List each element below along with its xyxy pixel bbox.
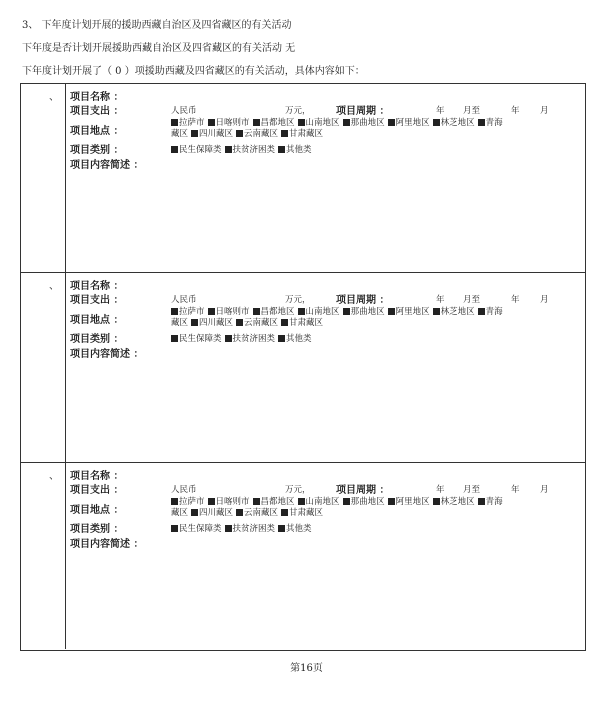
checkbox-icon <box>225 525 232 532</box>
project-location-label: 项目地点 ： <box>70 505 124 516</box>
location-option-label: 甘肃藏区 <box>289 508 324 518</box>
row-index-cell <box>21 463 66 649</box>
year-start-label: 年 <box>436 106 445 116</box>
currency-label: 人民币 <box>171 295 197 305</box>
category-option-label: 民生保障类 <box>179 524 222 534</box>
project-content-label: 项目内容简述 ： <box>70 539 144 550</box>
category-option-label: 其他类 <box>286 334 312 344</box>
checkbox-icon <box>433 498 440 505</box>
checkbox-icon <box>171 335 178 342</box>
location-option-label: 四川藏区 <box>199 318 234 328</box>
location-option-label: 藏区 <box>171 508 189 518</box>
location-option <box>191 129 233 139</box>
plan-count-line: 下年度计划开展了（ 0 ）项援助西藏及四省藏区的有关活动，具体内容如下： <box>22 66 365 77</box>
checkbox-icon <box>278 525 285 532</box>
project-row <box>21 84 585 272</box>
location-options-line2 <box>171 506 326 518</box>
location-option-label: 林芝地区 <box>440 307 475 317</box>
checkbox-icon <box>278 146 285 153</box>
checkbox-icon <box>298 308 305 315</box>
month-end-label: 月 <box>540 295 549 305</box>
project-name-label: 项目名称 ： <box>70 281 124 292</box>
category-options <box>171 522 315 534</box>
category-option-label: 其他类 <box>286 524 312 534</box>
section-heading: 3、 下年度计划开展的援助西藏自治区及四省藏区的有关活动 <box>22 20 292 31</box>
location-option-label: 云南藏区 <box>244 508 279 518</box>
plan-question-line: 下年度是否计划开展援助西藏自治区及四省藏区的有关活动 无 <box>22 43 296 54</box>
location-option <box>343 497 385 507</box>
checkbox-icon <box>253 119 260 126</box>
checkbox-icon <box>208 119 215 126</box>
year-start-label: 年 <box>436 485 445 495</box>
location-option-label: 阿里地区 <box>395 307 430 317</box>
checkbox-icon <box>171 146 178 153</box>
category-option <box>225 524 276 534</box>
location-option-label: 林芝地区 <box>440 497 475 507</box>
location-option-label: 拉萨市 <box>179 307 205 317</box>
location-option-label: 昌都地区 <box>260 118 295 128</box>
month-end-label: 月 <box>540 106 549 116</box>
checkbox-icon <box>298 119 305 126</box>
project-category-label: 项目类别 ： <box>70 524 124 535</box>
location-options-line2 <box>171 316 326 328</box>
checkbox-icon <box>388 119 395 126</box>
checkbox-icon <box>281 130 288 137</box>
year-end-label: 年 <box>511 295 520 305</box>
location-option <box>191 318 233 328</box>
category-option-label: 扶贫济困类 <box>232 145 276 155</box>
project-expense-label: 项目支出 ： <box>70 106 124 117</box>
period-label: 项目周期 ： <box>336 295 390 306</box>
category-option <box>278 524 312 534</box>
checkbox-icon <box>478 308 485 315</box>
row-index-mark: 、 <box>49 471 59 482</box>
checkbox-icon <box>171 525 178 532</box>
project-content-label: 项目内容简述 ： <box>70 349 144 360</box>
location-option <box>388 307 430 317</box>
location-option <box>171 508 188 518</box>
location-option-label: 藏区 <box>171 318 189 328</box>
checkbox-icon <box>343 498 350 505</box>
location-option <box>343 118 385 128</box>
project-category-label: 项目类别 ： <box>70 334 124 345</box>
category-options <box>171 143 315 155</box>
project-row <box>21 462 585 649</box>
checkbox-icon <box>191 130 198 137</box>
category-option <box>171 524 222 534</box>
checkbox-icon <box>225 335 232 342</box>
category-option-label: 其他类 <box>286 145 312 155</box>
location-option-label: 昌都地区 <box>260 497 295 507</box>
project-table <box>20 83 586 651</box>
category-option <box>171 145 222 155</box>
checkbox-icon <box>388 308 395 315</box>
location-option-label: 那曲地区 <box>350 497 385 507</box>
checkbox-icon <box>343 119 350 126</box>
project-name-label: 项目名称 ： <box>70 92 124 103</box>
category-option <box>278 334 312 344</box>
checkbox-icon <box>278 335 285 342</box>
checkbox-icon <box>388 498 395 505</box>
checkbox-icon <box>281 319 288 326</box>
location-option-label: 拉萨市 <box>179 497 205 507</box>
location-option-label: 四川藏区 <box>199 129 234 139</box>
location-option <box>281 318 323 328</box>
year-start-label: 年 <box>436 295 445 305</box>
location-options-line2 <box>171 127 326 139</box>
location-option-label: 云南藏区 <box>244 129 279 139</box>
category-option <box>278 145 312 155</box>
category-option <box>171 334 222 344</box>
location-option <box>281 508 323 518</box>
location-option-label: 青海 <box>485 497 503 507</box>
checkbox-icon <box>478 498 485 505</box>
project-expense-label: 项目支出 ： <box>70 295 124 306</box>
row-index-mark: 、 <box>49 92 59 103</box>
category-option-label: 扶贫济困类 <box>232 524 276 534</box>
location-option-label: 山南地区 <box>305 497 340 507</box>
category-option <box>225 334 276 344</box>
category-options <box>171 332 315 344</box>
location-option-label: 日喀则市 <box>215 307 250 317</box>
project-content-label: 项目内容简述 ： <box>70 160 144 171</box>
unit-label: 万元， <box>285 106 311 116</box>
row-index-mark: 、 <box>49 281 59 292</box>
location-option <box>433 118 475 128</box>
location-option <box>433 307 475 317</box>
project-location-label: 项目地点 ： <box>70 126 124 137</box>
checkbox-icon <box>478 119 485 126</box>
year-end-label: 年 <box>511 106 520 116</box>
checkbox-icon <box>253 308 260 315</box>
currency-label: 人民币 <box>171 106 197 116</box>
location-option-label: 四川藏区 <box>199 508 234 518</box>
month-end-label: 月 <box>540 485 549 495</box>
currency-label: 人民币 <box>171 485 197 495</box>
location-option <box>478 118 503 128</box>
location-option-label: 藏区 <box>171 129 189 139</box>
project-location-label: 项目地点 ： <box>70 315 124 326</box>
checkbox-icon <box>433 119 440 126</box>
checkbox-icon <box>208 498 215 505</box>
checkbox-icon <box>343 308 350 315</box>
project-name-label: 项目名称 ： <box>70 471 124 482</box>
location-option-label: 山南地区 <box>305 118 340 128</box>
checkbox-icon <box>191 319 198 326</box>
location-option <box>478 497 503 507</box>
location-option-label: 那曲地区 <box>350 118 385 128</box>
project-row <box>21 272 585 462</box>
location-option-label: 林芝地区 <box>440 118 475 128</box>
location-option-label: 日喀则市 <box>215 497 250 507</box>
location-option <box>478 307 503 317</box>
unit-label: 万元， <box>285 295 311 305</box>
location-option-label: 青海 <box>485 307 503 317</box>
project-category-label: 项目类别 ： <box>70 145 124 156</box>
location-option <box>281 129 323 139</box>
year-end-label: 年 <box>511 485 520 495</box>
location-option-label: 日喀则市 <box>215 118 250 128</box>
category-option-label: 扶贫济困类 <box>232 334 276 344</box>
checkbox-icon <box>171 308 178 315</box>
location-option <box>433 497 475 507</box>
unit-label: 万元， <box>285 485 311 495</box>
checkbox-icon <box>298 498 305 505</box>
location-option-label: 山南地区 <box>305 307 340 317</box>
category-option-label: 民生保障类 <box>179 145 222 155</box>
checkbox-icon <box>236 130 243 137</box>
checkbox-icon <box>236 319 243 326</box>
location-option-label: 阿里地区 <box>395 118 430 128</box>
category-option-label: 民生保障类 <box>179 334 222 344</box>
location-option <box>236 318 278 328</box>
location-option <box>343 307 385 317</box>
month-to-label: 月至 <box>463 485 481 495</box>
location-option <box>171 129 188 139</box>
location-option-label: 云南藏区 <box>244 318 279 328</box>
location-option-label: 拉萨市 <box>179 118 205 128</box>
location-option <box>388 118 430 128</box>
checkbox-icon <box>225 146 232 153</box>
page-number: 第16页 <box>290 663 323 674</box>
checkbox-icon <box>281 509 288 516</box>
row-index-cell <box>21 273 66 462</box>
project-expense-label: 项目支出 ： <box>70 485 124 496</box>
checkbox-icon <box>208 308 215 315</box>
location-option-label: 青海 <box>485 118 503 128</box>
location-option <box>388 497 430 507</box>
month-to-label: 月至 <box>463 295 481 305</box>
category-option <box>225 145 276 155</box>
location-option-label: 昌都地区 <box>260 307 295 317</box>
checkbox-icon <box>433 308 440 315</box>
period-label: 项目周期 ： <box>336 106 390 117</box>
month-to-label: 月至 <box>463 106 481 116</box>
location-option <box>236 508 278 518</box>
period-label: 项目周期 ： <box>336 485 390 496</box>
checkbox-icon <box>171 119 178 126</box>
location-option-label: 阿里地区 <box>395 497 430 507</box>
location-option <box>236 129 278 139</box>
location-option-label: 甘肃藏区 <box>289 129 324 139</box>
location-option-label: 那曲地区 <box>350 307 385 317</box>
checkbox-icon <box>171 498 178 505</box>
location-option <box>191 508 233 518</box>
location-option-label: 甘肃藏区 <box>289 318 324 328</box>
location-option <box>171 318 188 328</box>
checkbox-icon <box>191 509 198 516</box>
checkbox-icon <box>236 509 243 516</box>
checkbox-icon <box>253 498 260 505</box>
row-index-cell <box>21 84 66 272</box>
